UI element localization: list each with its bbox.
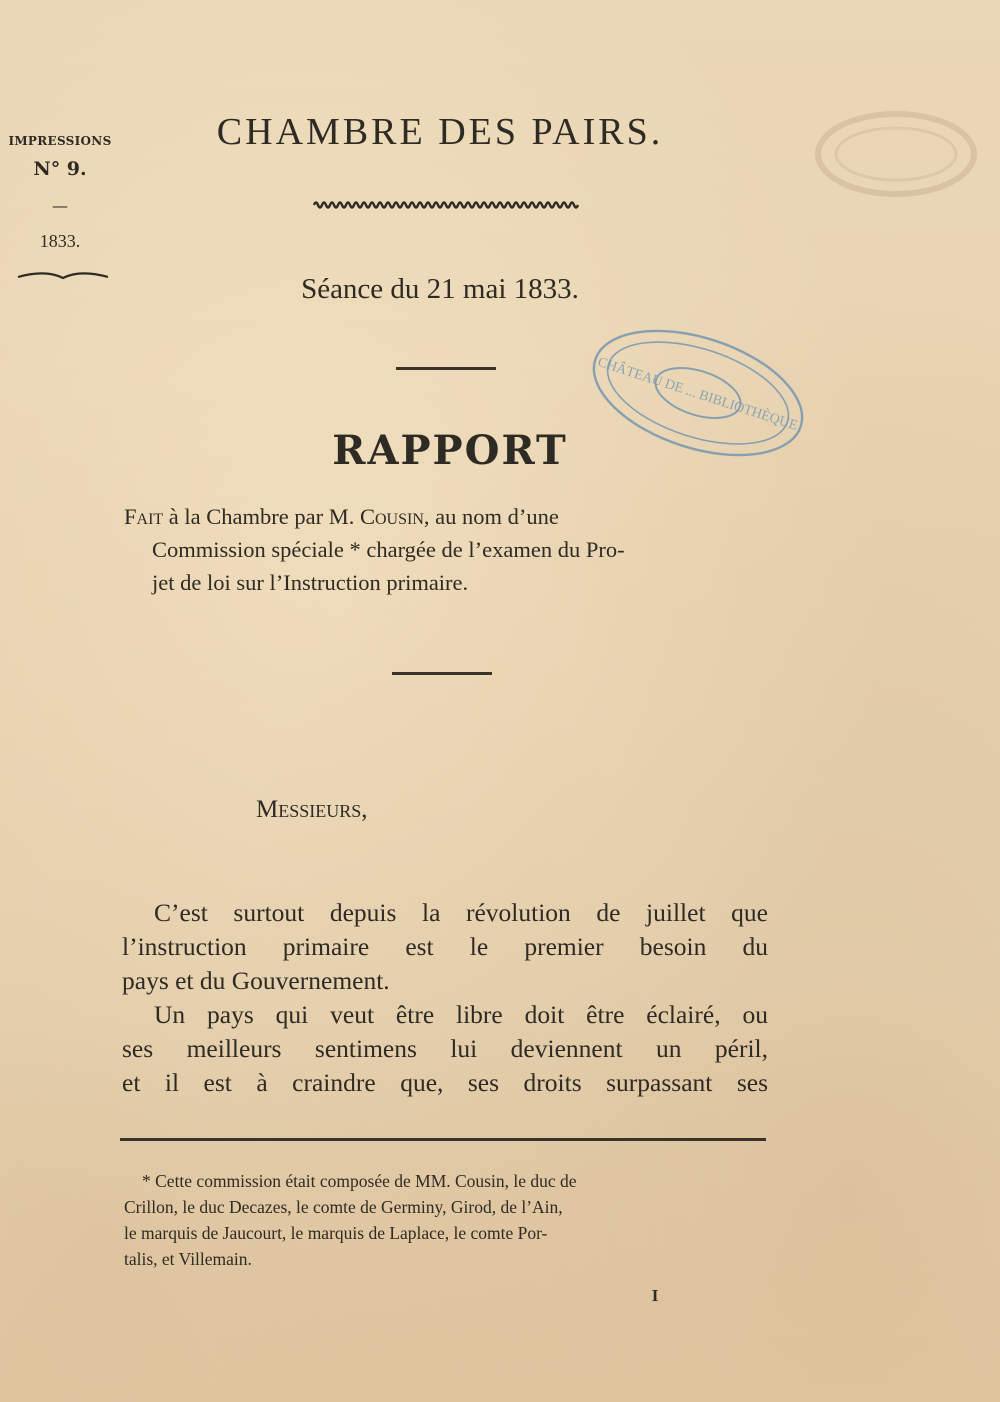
report-heading: RAPPORT [332,427,568,474]
body-word: surtout [233,898,305,927]
page-number: I [651,1286,659,1305]
body-word: de [596,898,621,927]
body-line [122,1032,768,1066]
body-word: ses [467,1068,500,1097]
body-text [122,896,768,1100]
body-word: que, [400,1068,444,1097]
body-word: est [405,932,434,961]
footnote-line: talis, et Villemain. [124,1249,252,1269]
impression-number: N° 9. [33,158,87,180]
body-word: besoin [639,932,707,961]
impression-year: 1833. [39,231,81,251]
impressions-label: IMPRESSIONS [8,134,112,148]
body-word: un [655,1034,682,1063]
short-rule-top [396,367,496,370]
body-line [122,930,768,964]
cousin-name: Cousin [359,504,424,529]
body-word: droits [523,1068,582,1097]
body-word: qui [275,1000,309,1029]
body-word: du [742,932,768,961]
footnote-line: le marquis de Jaucourt, le marquis de Laplace, le comte Por- [124,1223,548,1243]
body-word: juillet [646,898,706,927]
short-rule-middle [392,672,492,675]
body-word: et [122,1068,141,1097]
body-word: à [256,1068,268,1097]
body-word: est [203,1068,232,1097]
ornamental-rule [16,268,110,284]
stamp-text: CHÂTEAU DE ... BIBLIOTHÈQUE [595,354,800,434]
body-word: depuis [329,898,397,927]
margin-dash: — [52,196,68,215]
body-word: deviennent [510,1034,623,1063]
body-word: meilleurs [186,1034,282,1063]
body-word: éclairé, [646,1000,721,1029]
body-word: doit [524,1000,565,1029]
subtitle-text: , au nom d’une [423,504,559,529]
footnote-rule [120,1138,766,1141]
body-word: libre [456,1000,503,1029]
body-word: pays [207,1000,254,1029]
body-word: il [164,1068,180,1097]
body-word: péril, [714,1034,768,1063]
report-subtitle-line [124,500,772,533]
body-word: lui [450,1034,478,1063]
body-word: C’est [154,898,208,927]
body-line [122,1066,768,1100]
body-word: premier [524,932,604,961]
body-line [122,998,768,1032]
body-word: primaire [282,932,370,961]
body-line [122,896,768,930]
body-line: pays et du Gouvernement. [122,966,390,995]
body-word: sentimens [314,1034,417,1063]
chamber-title: CHAMBRE DES PAIRS. [216,111,664,153]
body-word: être [395,1000,435,1029]
body-word: l’instruction [122,932,247,961]
report-subtitle [124,500,772,599]
footnote-line: Crillon, le duc Decazes, le comte de Germiny, Girod, de l’Ain, [124,1197,563,1217]
wavy-divider [312,198,580,212]
body-word: veut [330,1000,375,1029]
body-word: le [469,932,489,961]
body-word: être [586,1000,625,1029]
report-subtitle-line: Commission spéciale * chargée de l’examen du Pro- [152,537,625,562]
session-date: Séance du 21 mai 1833. [301,273,579,305]
salutation: Messieurs, [256,796,368,823]
body-word: que [731,898,768,927]
body-word: la [421,898,441,927]
body-word: révolution [465,898,571,927]
footnote [124,1168,770,1272]
body-word: surpassant [606,1068,713,1097]
footnote-line: * Cette commission était composée de MM. Cousin, le duc de [142,1171,577,1191]
fait-word: Fait [124,504,164,529]
subtitle-text: à la Chambre par M. [163,504,360,529]
body-word: Un [154,1000,186,1029]
faint-stamp-mark [812,104,982,204]
body-word: ses [736,1068,768,1097]
body-word: ses [122,1034,154,1063]
report-subtitle-line: jet de loi sur l’Instruction primaire. [152,570,469,595]
body-word: craindre [292,1068,376,1097]
body-word: ou [742,1000,768,1029]
